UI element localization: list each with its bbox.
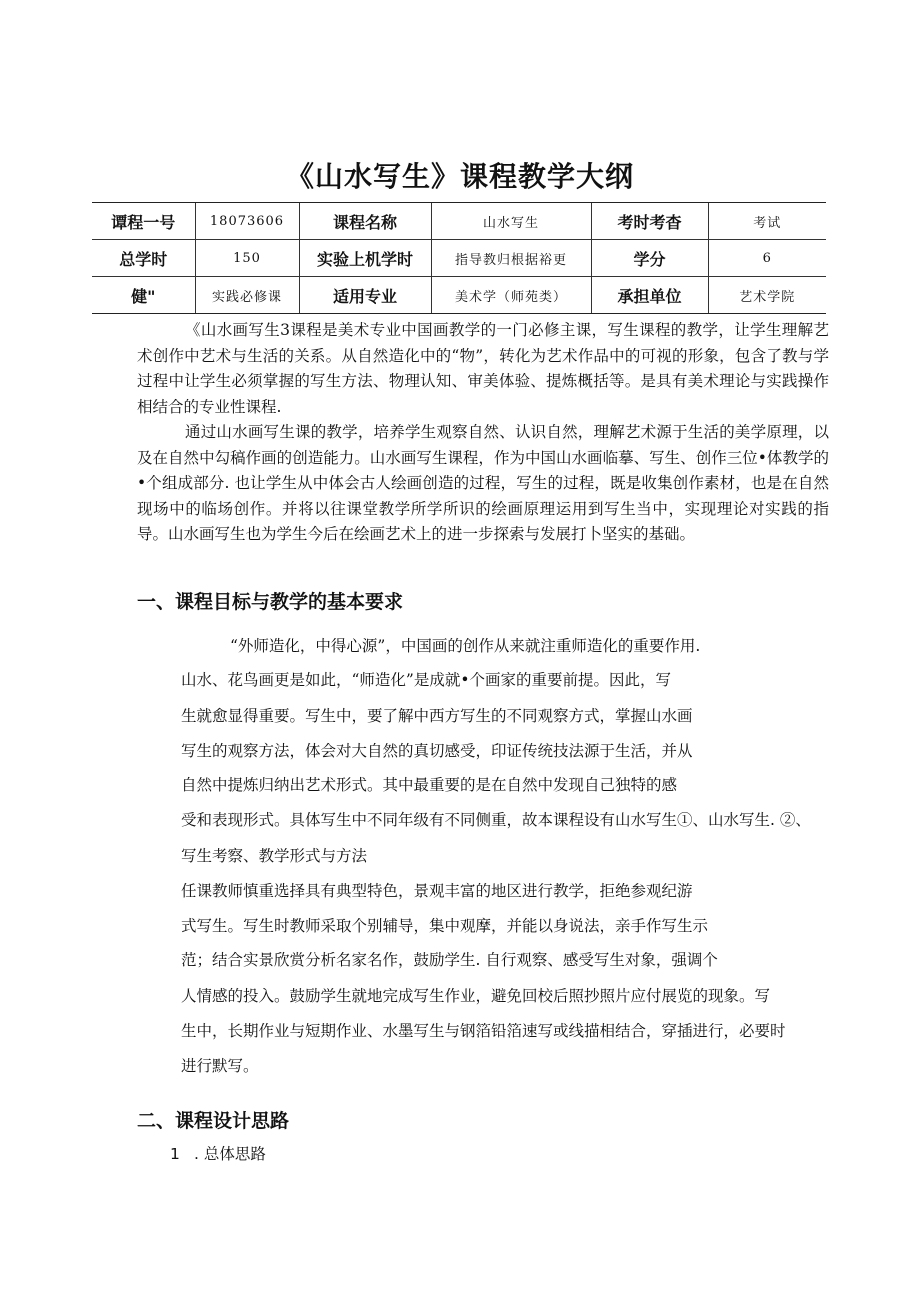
table-label-cell: 课程名称 (299, 203, 431, 240)
body-line: “外师造化，中得心源”，中国画的创作从来就注重师造化的重要作用. (230, 637, 701, 655)
table-label-cell: 总学时 (92, 240, 195, 277)
body-line: 式写生。写生时教师采取个别辅导，集中观摩，并能以身说法，亲手作写生示 (181, 917, 709, 935)
body-line: 生就愈显得重要。写生中，要了解中西方写生的不同观察方式，掌握山水画 (181, 707, 693, 725)
table-value-cell: 艺术学院 (708, 277, 826, 314)
table-label-cell: 健" (92, 277, 195, 314)
table-value-cell: 实践必修课 (195, 277, 299, 314)
body-line: 写生的观察方法，体会对大自然的真切感受，印证传统技法源于生活，并从 (181, 742, 693, 760)
body-line: 生中，长期作业与短期作业、水墨写生与钢箔铅箔速写或线描相结合，穿插进行，必要时 (181, 1022, 786, 1040)
table-value-cell: 山水写生 (431, 203, 591, 240)
table-value-cell: 考试 (708, 203, 826, 240)
body-line: 任课教师慎重选择具有典型特色，景观丰富的地区进行教学，拒绝参观纪游 (181, 882, 693, 900)
body-line: 写生考察、教学形式与方法 (181, 847, 368, 865)
table-label-cell: 实验上机学时 (299, 240, 431, 277)
table-row (92, 203, 826, 240)
body-line: 受和表现形式。具体写生中不同年级有不同侧重，故本课程设有山水写生①、山水写生. ②、 (181, 811, 811, 829)
subsection-heading (170, 1142, 266, 1164)
body-line: 范；结合实景欣赏分析名家名作，鼓励学生. 自行观察、感受写生对象，强调个 (181, 951, 718, 969)
subsection-label: . 总体思路 (194, 1145, 266, 1163)
table-value-cell: 18073606 (195, 203, 299, 240)
table-value-cell: 6 (708, 240, 826, 277)
section-2-heading: 二、课程设计思路 (137, 1110, 290, 1132)
course-info-table (92, 202, 826, 314)
table-label-cell: 学分 (591, 240, 708, 277)
page-title: 《山水写生》课程教学大纲 (285, 159, 634, 193)
table-label-cell: 谭程一号 (92, 203, 195, 240)
table-value-cell: 美术学（师苑类） (431, 277, 591, 314)
table-row (92, 277, 826, 314)
table-label-cell: 考时考杳 (591, 203, 708, 240)
intro-paragraph-2: 通过山水画写生课的教学，培养学生观察自然、认识自然，理解艺术源于生活的美学原理，以及在自然中勾稿作画的创造能力。山水画写生课程，作为中国山水画临摹、写生、创作三位•体教学的•个组成部分. 也让学生从中体会古人绘画创造的过程，写生的过程，既是收集创作素材，也是在自然现场中的临场创作。并将以往课堂教学所学所识的绘画原理运用到写生当中，实现理论对实践的指导。山水画写生也为学生今后在绘画艺术上的进一步探索与发展打卜坚实的基础。 (137, 423, 829, 543)
subsection-number: 1 (170, 1145, 180, 1163)
table-row (92, 240, 826, 277)
body-line: 山水、花鸟画更是如此，“师造化”是成就•个画家的重要前提。因此，写 (181, 671, 671, 689)
table-label-cell: 承担单位 (591, 277, 708, 314)
body-line: 进行默写。 (181, 1057, 259, 1075)
section-1-heading: 一、课程目标与教学的基本要求 (137, 591, 404, 613)
table-value-cell: 150 (195, 240, 299, 277)
table-value-cell: 指导教归根据裕更 (431, 240, 591, 277)
body-line: 人情感的投入。鼓励学生就地完成写生作业，避免回校后照抄照片应付展览的现象。写 (181, 987, 771, 1005)
intro-paragraph-1: 《山水画写生3课程是美术专业中国画教学的一门必修主课，写生课程的教学，让学生理解艺术创作中艺术与生活的关系。从自然造化中的“物”，转化为艺术作品中的可视的形象，包含了教与学过程中让学生必须掌握的写生方法、物理认知、审美体验、提炼概括等。是具有美术理论与实践操作相结合的专业性课程. (137, 321, 829, 416)
table-label-cell: 适用专业 (299, 277, 431, 314)
body-line: 自然中提炼归纳出艺术形式。其中最重要的是在自然中发现自己独特的感 (181, 776, 678, 794)
